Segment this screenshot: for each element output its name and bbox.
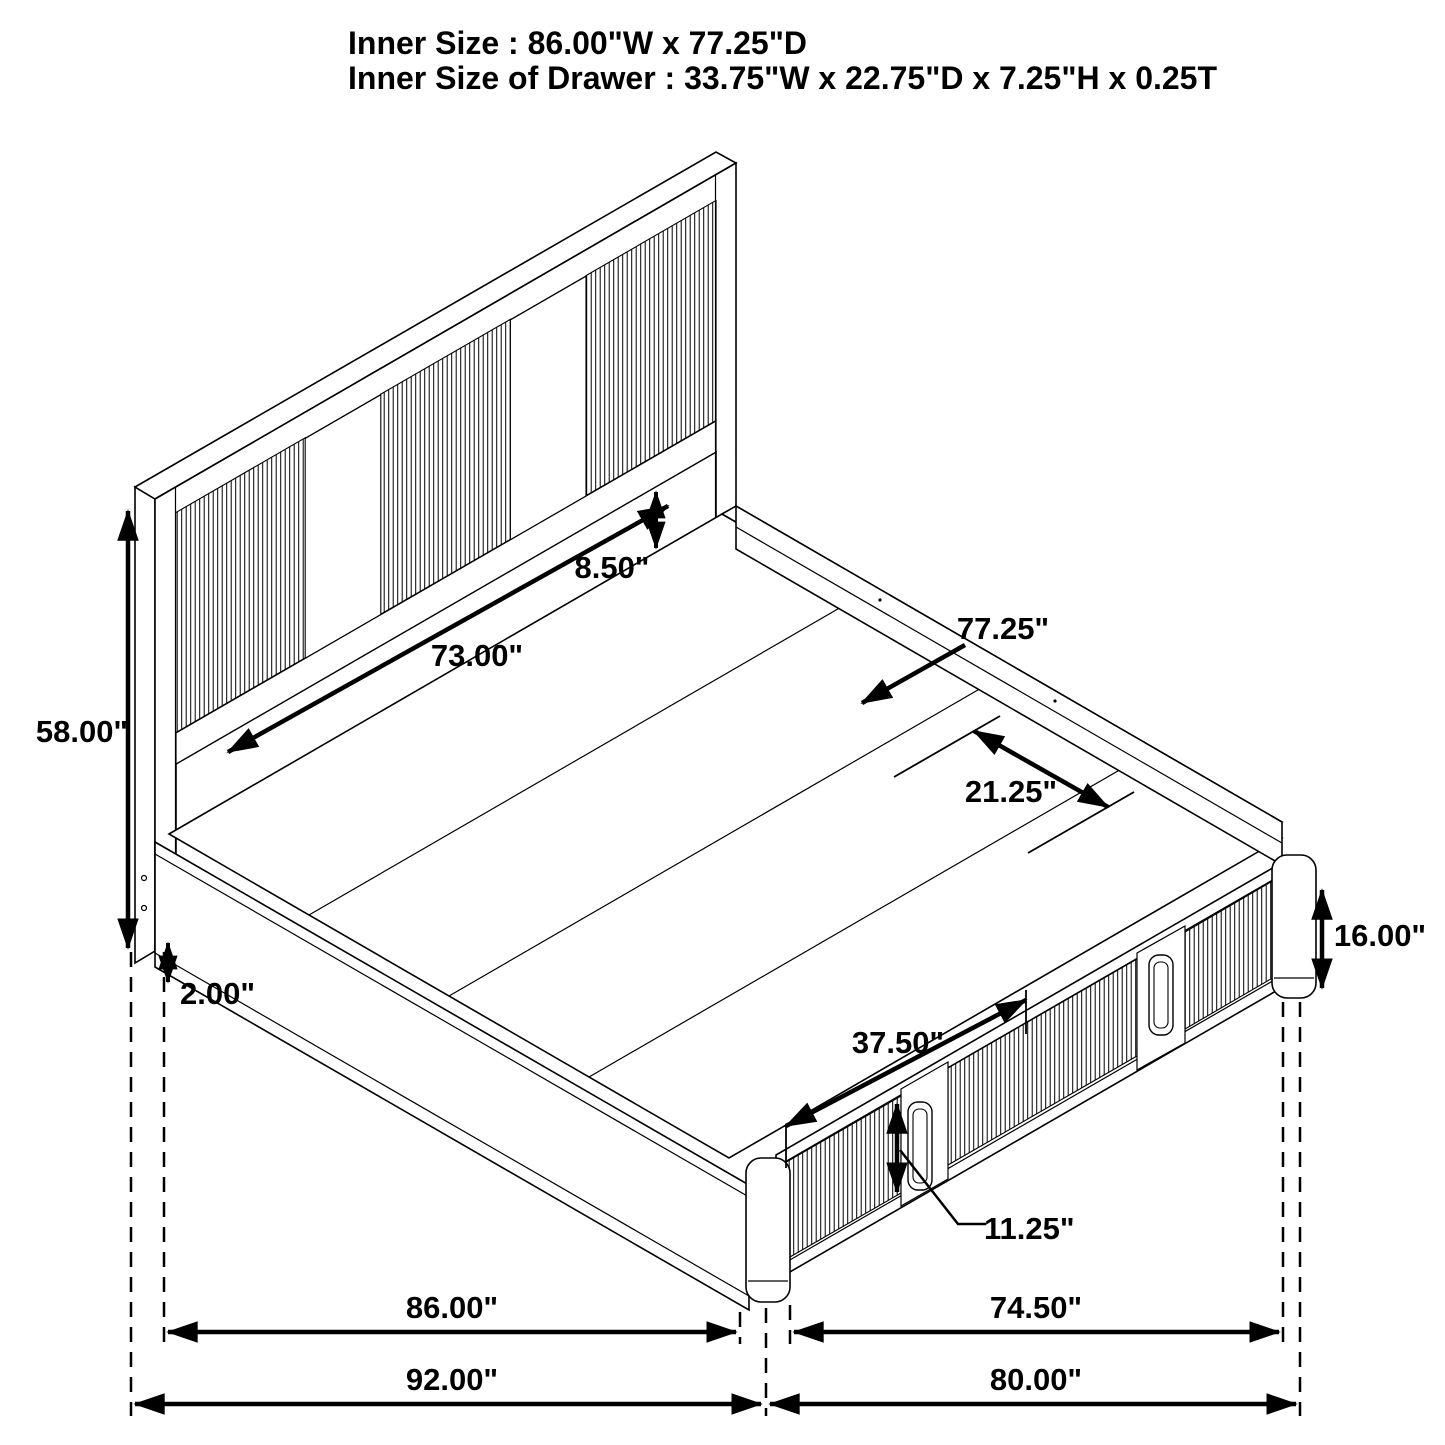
label-headboard-gap: 8.50" bbox=[574, 550, 650, 585]
right-rail-screw-2 bbox=[1053, 699, 1056, 702]
headboard-left-side-face bbox=[135, 487, 155, 963]
right-rail-screw-1 bbox=[878, 598, 881, 601]
label-ground-clearance: 2.00" bbox=[180, 976, 256, 1011]
label-foot-outer: 80.00" bbox=[989, 1362, 1083, 1397]
label-platform-depth: 77.25" bbox=[956, 611, 1050, 646]
drawer-handle-right-inner bbox=[1154, 962, 1168, 1028]
drawer-handle-left-inner bbox=[913, 1109, 927, 1183]
label-drawer-width: 37.50" bbox=[851, 1025, 945, 1060]
label-footboard-height: 16.00" bbox=[1333, 918, 1427, 953]
title-inner-size: Inner Size : 86.00"W x 77.25"D bbox=[348, 25, 807, 61]
front-right-corner-post bbox=[1272, 855, 1316, 998]
label-foot-inner: 74.50" bbox=[989, 1290, 1083, 1325]
title-inner-size-drawer: Inner Size of Drawer : 33.75"W x 22.75"D x 7.25"H x 0.25T bbox=[348, 60, 1218, 96]
label-panel-width: 73.00" bbox=[430, 638, 524, 673]
label-plank-depth: 21.25" bbox=[964, 774, 1058, 809]
label-side-inner: 86.00" bbox=[405, 1290, 499, 1325]
title-block bbox=[348, 25, 1217, 96]
label-headboard-height: 58.00" bbox=[35, 714, 129, 749]
label-side-outer: 92.00" bbox=[405, 1362, 499, 1397]
label-handle-height: 11.25" bbox=[984, 1211, 1075, 1246]
